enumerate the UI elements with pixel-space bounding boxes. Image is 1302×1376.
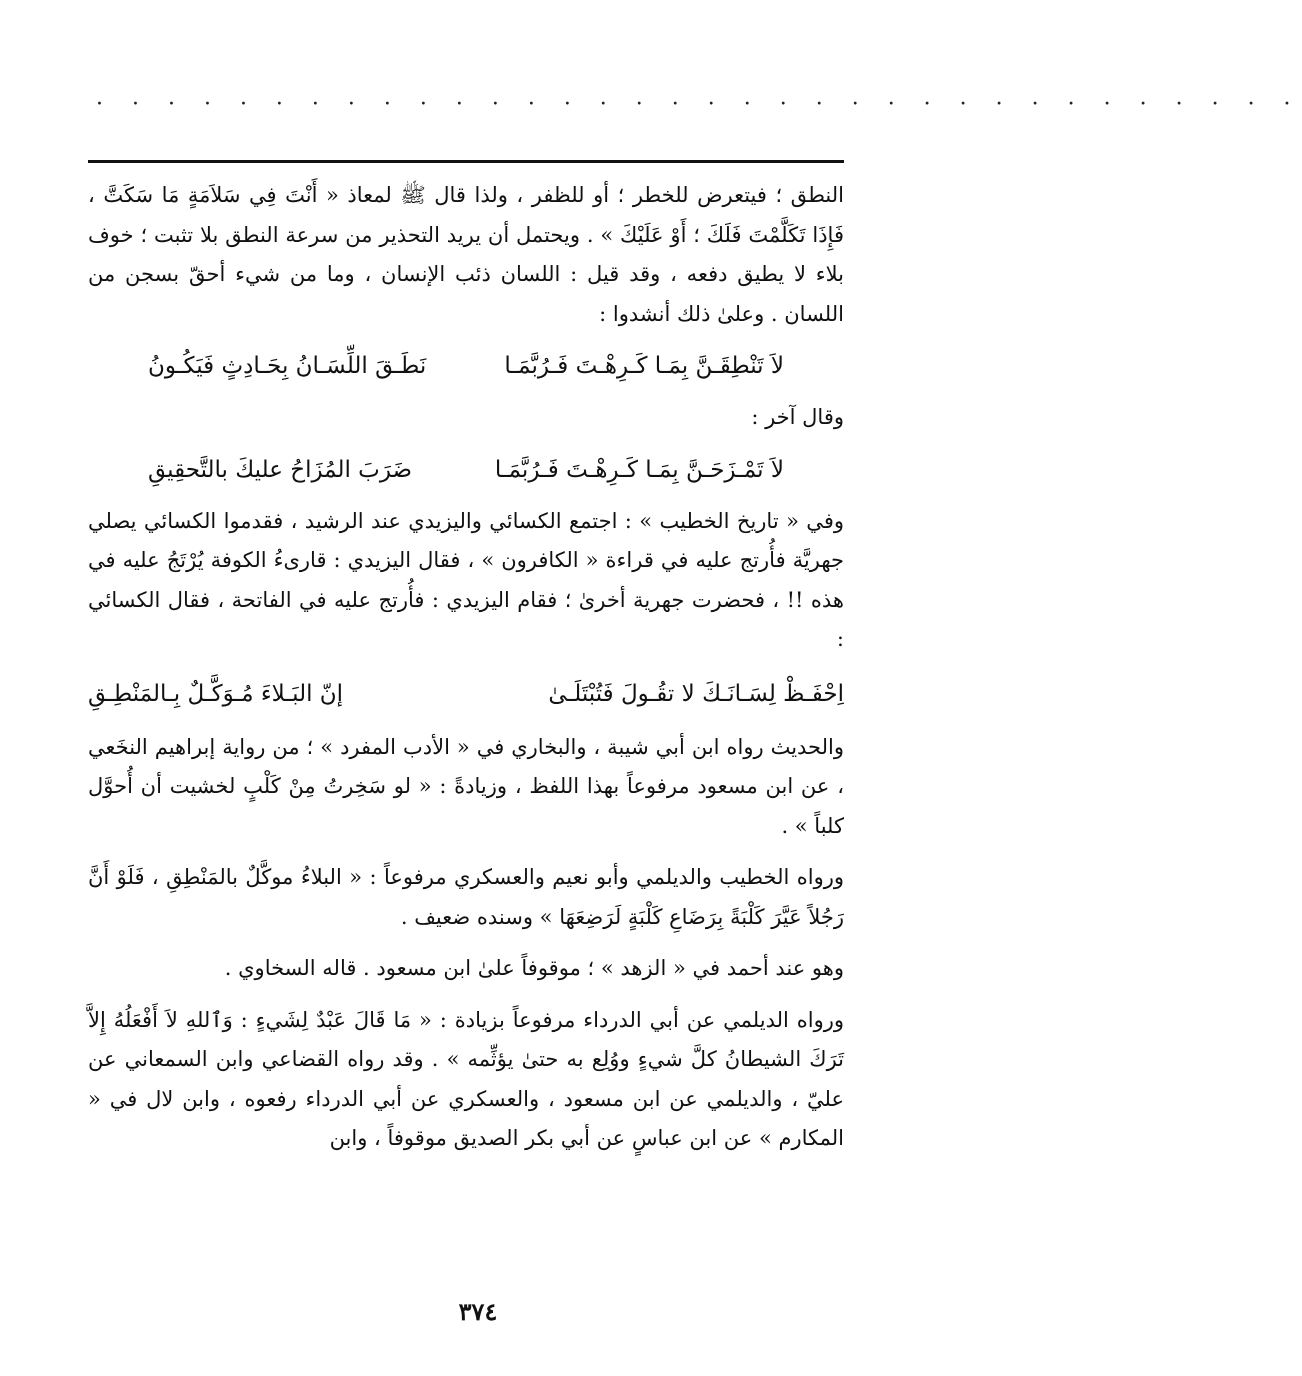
paragraph-4: ورواه الخطيب والديلمي وأبو نعيم والعسكري مرفوعاً : « البلاءُ موكَّلٌ بالمَنْطِقِ ، فَلَوْ أَنَّ رَجُلاً عَيَّرَ كَلْبَةً بِرَضَاعِ كَلْبَةٍ لَرَضِعَهَا » وسنده ضعيف . xyxy=(88,865,844,929)
verse-1-first-hemistich: لاَ تَنْطِقَـنَّ بِمَـا كَـرِهْـتَ فَـرُبَّمَـا xyxy=(504,353,784,379)
paragraph-3: والحديث رواه ابن أبي شيبة ، والبخاري في « الأدب المفرد » ؛ من رواية إبراهيم النخَعي ، عن ابن مسعود مرفوعاً بهذا اللفظ ، وزيادةً : « لو سَخِرتُ مِنْ كَلْبٍ لخشيت أن أُحوَّل كلباً » . xyxy=(88,734,844,838)
paragraph-2: وفي « تاريخ الخطيب » : اجتمع الكسائي واليزيدي عند الرشيد ، فقدموا الكسائي يصلي جهريَّة فأُرتج عليه في قراءة « الكافرون » ، فقال اليزيدي : قارىءُ الكوفة يُرْتَجُ عليه في هذه !! ، فحضرت جهرية أخرىٰ ؛ فقام اليزيدي : فأُرتج عليه في الفاتحة ، فقال الكسائي : xyxy=(88,508,844,651)
verse-2-intro: وقال آخر : xyxy=(751,405,844,429)
header-dotted-line: · · · · · · · · · · · · · · · · · · · · · · · · · · · · · · · · · · xyxy=(96,92,1302,117)
paragraph-1: النطق ؛ فيتعرض للخطر ؛ أو للظفر ، ولذا قال ﷺ لمعاذ « أَنْتَ فِي سَلاَمَةٍ مَا سَكَتَّ ، فَإِذَا تَكَلَّمْتَ فَلَكَ ؛ أَوْ عَلَيْكَ » . ويحتمل أن يريد التحذير من سرعة النطق بلا تثبت ؛ خوف بلاء لا يطيق دفعه ، وقد قيل : اللسان ذئب الإنسان ، وما من شيء أحقّ بسجن من اللسان . وعلىٰ ذلك أنشدوا : xyxy=(88,183,844,326)
verse-1-second-hemistich: نَطَـقَ اللِّسَـانُ بِحَـادِثٍ فَيَكُـونُ xyxy=(148,353,427,379)
header-rule xyxy=(88,160,844,163)
page-body xyxy=(88,176,844,1159)
verse-3 xyxy=(88,674,844,714)
verse-3-first-hemistich: اِحْفَـظْ لِسَـانَـكَ لا تقُـولَ فَتُبْتَلَـىٰ xyxy=(548,680,844,707)
verse-1 xyxy=(148,346,784,386)
verse-2-second-hemistich: ضَرَبَ المُزَاحُ عليكَ بالتَّحقِيقِ xyxy=(148,456,413,483)
paragraph-gap xyxy=(88,846,844,858)
verse-2-first-hemistich: لاَ تَمْـزَحَـنَّ بِمَـا كَـرِهْـتَ فَـرُبَّمَـا xyxy=(494,456,784,483)
paragraph-6: ورواه الديلمي عن أبي الدرداء مرفوعاً بزيادة : « مَا قَالَ عَبْدٌ لِشَيءٍ : وَٱللهِ لاَ أَفْعَلُهُ إِلاَّ تَرَكَ الشيطانُ كلَّ شيءٍ ووُلِع به حتىٰ يؤثِّمه » . وقد رواه القضاعي وابن السمعاني عن عليّ ، والديلمي عن ابن مسعود ، والعسكري عن أبي الدرداء رفعوه ، وابن لال في « المكارم » عن ابن عباسٍ عن أبي بكر الصديق موقوفاً ، وابن xyxy=(88,1007,844,1150)
paragraph-gap xyxy=(88,989,844,1001)
paragraph-5: وهو عند أحمد في « الزهد » ؛ موقوفاً علىٰ ابن مسعود . قاله السخاوي . xyxy=(224,956,844,980)
page-number: ٣٧٤ xyxy=(458,1297,498,1326)
paragraph-gap xyxy=(88,937,844,949)
verse-3-second-hemistich: إنّ البَـلاءَ مُـوَكَّـلٌ بِـالمَنْطِـقِ xyxy=(88,680,344,707)
verse-2 xyxy=(148,450,784,490)
